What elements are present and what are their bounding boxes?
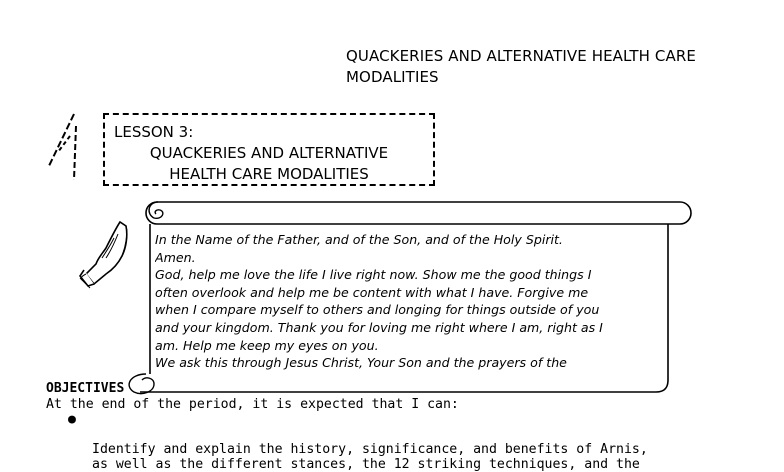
page-header [346, 46, 766, 88]
lesson-title-line1: QUACKERIES AND ALTERNATIVE [149, 144, 389, 162]
prayer-body: In the Name of the Father, and of the Son, and of the Holy Spirit. Amen. God, help me love the life I live right now. Show me the good things I often overlook and help me be content with what I have. Forgive me when I compare myself to others and longing for things outside of you and your kingdom. Thank you for loving me right where I am, right as I am. Help me keep my eyes on you. We ask this through Jesus Christ, Your Son and the prayers of the [155, 232, 603, 371]
prayer-text [155, 231, 655, 372]
header-title-line1: QUACKERIES AND ALTERNATIVE HEALTH CARE [346, 47, 696, 65]
objectives-list [46, 412, 782, 472]
lesson-label: LESSON 3: [114, 123, 194, 141]
header-title-line2: MODALITIES [346, 68, 439, 86]
objectives-intro: At the end of the period, it is expected that I can: [46, 397, 459, 412]
lesson-title [114, 143, 424, 185]
lesson-title-line2: HEALTH CARE MODALITIES [169, 165, 369, 183]
list-item [46, 412, 782, 472]
objective-text: Identify and explain the history, significance, and benefits of Arnis, as well as the different stances, the 12 striking techniques, and the [92, 442, 648, 472]
bullet-icon: ● [68, 412, 76, 427]
objectives-label: OBJECTIVES [46, 381, 124, 396]
decorative-slashes-icon [44, 112, 84, 184]
